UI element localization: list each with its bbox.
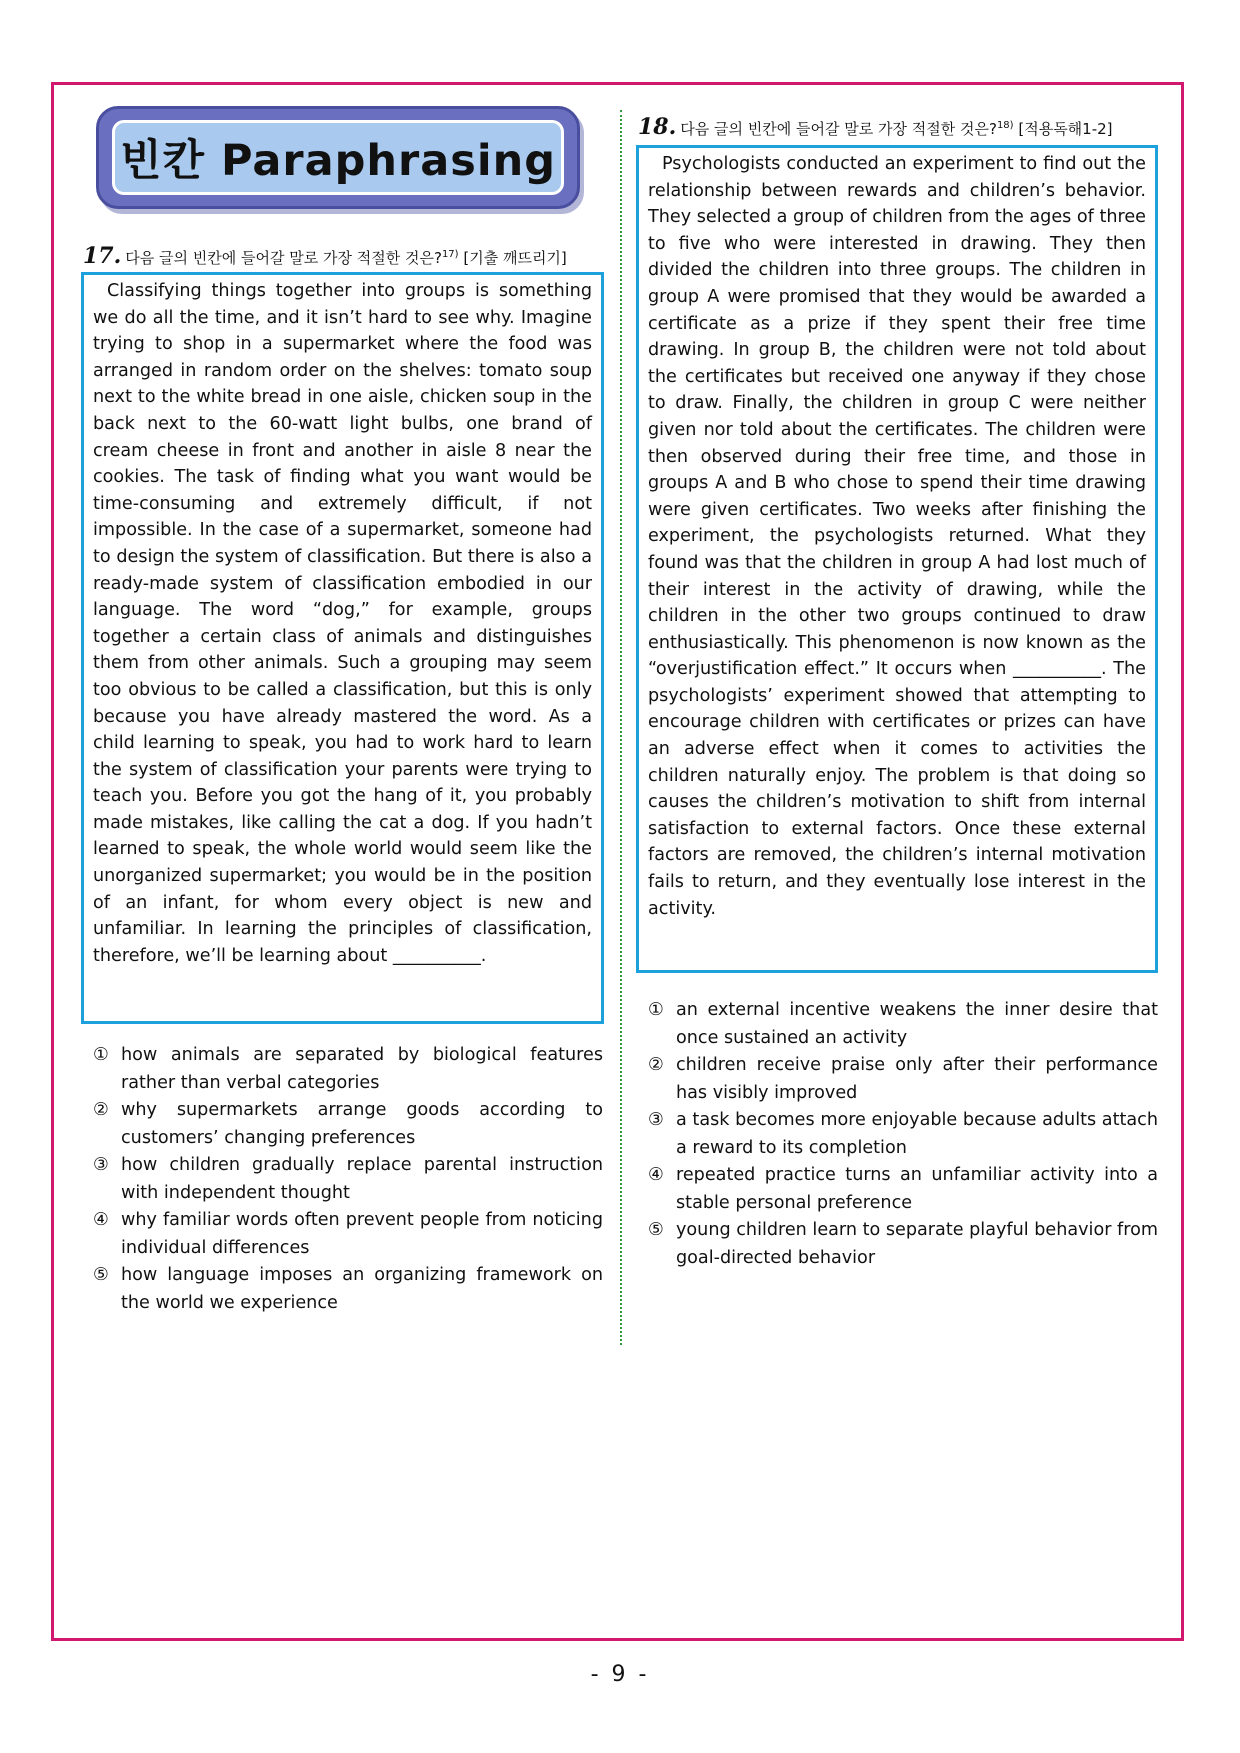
question-17-choice-3[interactable] (93, 1152, 603, 1207)
question-18-tag: [적용독해1-2] (1018, 120, 1113, 138)
question-17-footnote: 17) (441, 249, 459, 260)
question-17-tag: [기출 깨뜨리기] (463, 249, 567, 267)
question-17-choice-2[interactable] (93, 1097, 603, 1152)
choice-mark: ① (93, 1045, 109, 1065)
question-18-choice-2[interactable] (648, 1052, 1158, 1107)
question-18-choices (648, 997, 1158, 1272)
question-17-passage-box (81, 272, 604, 1024)
choice-text: an external incentive weakens the inner desire that once sustained an activity (676, 1000, 1158, 1048)
question-17-passage: Classifying things together into groups is something we do all the time, and it isn’t hard to see why. Imagine trying to shop in a supermarket where the food was arranged in random order on the shelves: tomato soup next to the white bread in one aisle, chicken soup in the back next to the 60-watt light bulbs, one brand of cream cheese in front and another in aisle 8 near the cookies. The task of finding what you want would be time-consuming and extremely difficult, if not impossible. In the case of a supermarket, someone had to design the system of classification. But there is also a ready-made system of classification embodied in our language. The word “dog,” for example, groups together a certain class of animals and distinguishes them from other animals. Such a grouping may seem too obvious to be called a classification, but this is only because you have already mastered the word. As a child learning to speak, you had to work hard to learn the system of classification your parents were trying to teach you. Before you got the hang of it, you probably made mistakes, like calling the cat a dog. If you hadn’t learned to speak, the whole world would seem like the unorganized supermarket; you would be in the position of an infant, for whom every object is new and unfamiliar. In learning the principles of classification, therefore, we’ll be learning about __________. (93, 281, 592, 966)
choice-text: why supermarkets arrange goods according to customers’ changing preferences (121, 1100, 603, 1148)
choice-text: why familiar words often prevent people from noticing individual differences (121, 1210, 603, 1258)
choice-text: children receive praise only after their performance has visibly improved (676, 1055, 1158, 1103)
question-18-header (638, 114, 1113, 140)
question-18-prompt: 다음 글의 빈칸에 들어갈 말로 가장 적절한 것은? (680, 120, 997, 138)
question-18-choice-3[interactable] (648, 1107, 1158, 1162)
choice-text: how animals are separated by biological features rather than verbal categories (121, 1045, 603, 1093)
page-number: - 9 - (590, 1662, 650, 1687)
section-title-badge (96, 106, 580, 209)
question-17-header (83, 243, 567, 269)
question-18-passage-box (636, 145, 1158, 973)
question-17-prompt: 다음 글의 빈칸에 들어갈 말로 가장 적절한 것은? (125, 249, 442, 267)
question-18-choice-4[interactable] (648, 1162, 1158, 1217)
choice-text: young children learn to separate playful behavior from goal-directed behavior (676, 1220, 1158, 1268)
choice-text: a task becomes more enjoyable because adults attach a reward to its completion (676, 1110, 1158, 1158)
question-17-number: 17. (83, 243, 122, 269)
choice-mark: ⑤ (93, 1265, 109, 1285)
choice-text: how language imposes an organizing framework on the world we experience (121, 1265, 603, 1313)
question-18-number: 18. (638, 114, 677, 140)
question-17-choice-4[interactable] (93, 1207, 603, 1262)
section-title: 빈칸 Paraphrasing (120, 136, 556, 186)
question-18-passage: Psychologists conducted an experiment to find out the relationship between rewards and children’s behavior. They selected a group of children from the ages of three to five who were interested in drawing. They then divided the children into three groups. The children in group A were promised that they would be awarded a certificate as a prize if they spent their free time drawing. In group B, the children were not told about the certificates but received one anyway if they chose to draw. Finally, the children in group C were neither given nor told about the certificates. The children were then observed during their free time, and those in groups A and B who chose to spend their time drawing were given certificates. Two weeks after finishing the experiment, the psychologists returned. What they found was that the children in group A had lost much of their interest in the activity of drawing, while the children in the other two groups continued to draw enthusiastically. This phenomenon is now known as the “overjustification effect.” It occurs when __________. The psychologists’ experiment showed that attempting to encourage children with certificates or prizes can have an adverse effect when it comes to activities the children naturally enjoy. The problem is that doing so causes the children’s motivation to shift from internal satisfaction to external factors. Once these external factors are removed, the children’s internal motivation fails to return, and they eventually lose interest in the activity. (648, 154, 1147, 919)
question-18-choice-5[interactable] (648, 1217, 1158, 1272)
question-17-choice-5[interactable] (93, 1262, 603, 1317)
choice-mark: ④ (648, 1165, 664, 1185)
question-18-footnote: 18) (996, 120, 1014, 131)
choice-text: how children gradually replace parental instruction with independent thought (121, 1155, 603, 1203)
choice-text: repeated practice turns an unfamiliar activity into a stable personal preference (676, 1165, 1158, 1213)
choice-mark: ② (648, 1055, 664, 1075)
column-divider (620, 110, 622, 1345)
choice-mark: ④ (93, 1210, 109, 1230)
question-17-choice-1[interactable] (93, 1042, 603, 1097)
question-17-choices (93, 1042, 603, 1317)
choice-mark: ② (93, 1100, 109, 1120)
choice-mark: ③ (93, 1155, 109, 1175)
section-title-inner (112, 120, 564, 195)
choice-mark: ⑤ (648, 1220, 664, 1240)
choice-mark: ③ (648, 1110, 664, 1130)
question-18-choice-1[interactable] (648, 997, 1158, 1052)
choice-mark: ① (648, 1000, 664, 1020)
